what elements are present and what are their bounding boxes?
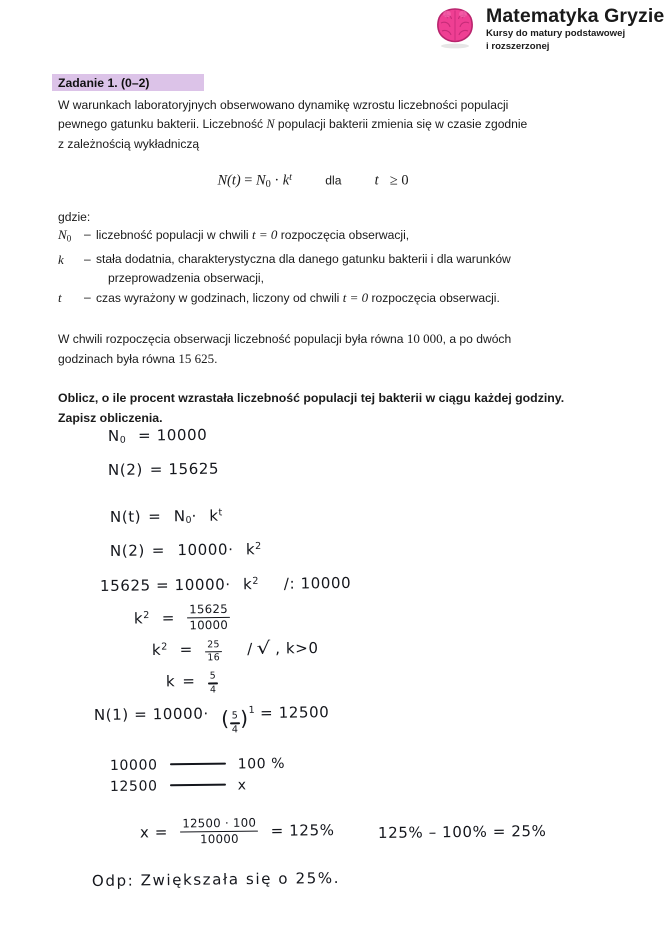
definition-symbol-n0: $N_0$ [58,227,72,245]
formula-rhs-k: k [282,172,290,189]
formula-rhs-base: N [255,172,266,189]
task-instruction-line2: Zapisz obliczenia. [58,410,163,425]
task-intro-line1: W warunkach laboratoryjnych obserwowano dynamikę wzrostu liczebności populacji [58,98,509,112]
exponential-formula [58,172,628,190]
formula-cond-var: t [374,172,379,189]
definition-list [58,225,628,309]
task-values-line2 [58,349,628,369]
handwritten-n1-computation: N(1) = 10000· ( $\frac{5}{4}$ )$^1$ = 12500 [93,703,330,735]
task-instruction [58,389,628,428]
parenthesised-fraction: ( $\frac{5}{4}$ ) [221,706,249,735]
definition-dash-t: – [84,290,91,305]
definition-symbol-t: t [58,290,62,306]
task-values-line1-a: W chwili rozpoczęcia obserwacji liczebność populacji była równa [58,331,404,346]
definition-dash-k: – [84,251,91,266]
definition-math-t: t = 0 [342,290,369,306]
handwritten-k-squared-fraction: $k^2$ = $\frac{15625}{10000}$ [133,601,229,633]
definition-dash-n0: – [84,227,91,242]
formula-cond-rel: ≥ 0 [389,172,409,189]
task-header-band [52,74,204,91]
definition-item-t [58,288,628,308]
handwritten-answer: Odp: Zwiększała się o 25%. [91,868,341,890]
formula-dla-label: dla [325,173,342,188]
task-intro [58,96,628,154]
brand-text [486,4,664,54]
formula-equals: = [244,172,253,189]
task-values-line2-b: . [214,351,218,366]
definition-math-n0: t = 0 [251,227,278,243]
brand-header [432,4,664,60]
handwritten-equation-divide: $15625 = 10000\cdot k^2$ /: 10000 [99,573,352,595]
task-intro-line2-a: pewnego gatunku bakterii. Liczebność [58,117,264,132]
value-initial-population: 10 000 [406,330,443,346]
definition-text-n0: liczebność populacji w chwili t = 0 rozpoczęcia obserwacji, [96,227,410,243]
formula-rhs-exp: t [289,171,293,183]
fraction-25-over-16: $\frac{25}{16}$ [207,638,221,664]
definition-symbol-k: k [58,251,64,267]
proportion-dash-1 [170,763,226,765]
definition-item-k [58,250,628,269]
fraction-5-over-4: $\frac{5}{4}$ [209,670,217,696]
definition-item-n0 [58,225,628,250]
task-intro-line3: z zależnością wykładniczą [58,136,200,151]
task-values [58,329,628,370]
value-final-population: 15 625 [178,350,215,366]
definition-text-k: stała dodatnia, charakterystyczna dla danego gatunku bakterii i dla warunków [96,251,511,266]
task-intro-line2 [58,115,628,134]
formula-dot: · [274,172,280,189]
where-label: gdzie: [58,210,91,225]
formula-rhs-sub: 0 [265,179,271,191]
handwritten-k-value: k = $\frac{5}{4}$ [166,671,218,696]
square-root-icon: √ [256,638,272,659]
brand-tagline [486,28,664,54]
handwritten-k-squared-simplified: $k^2$ = $\frac{25}{16}$ / √ , k>0 [151,638,319,664]
brand-title: Matematyka Gryzie [486,5,664,27]
handwritten-proportion-row-2: 12500 x [109,777,247,795]
task-header-label: Zadanie 1. (0–2) [58,75,150,90]
fraction-final: $\frac{12500 \cdot 100}{10000}$ [180,817,258,847]
handwritten-proportion-row-1: 10000 100 % [109,755,286,774]
task-intro-line2-b: populacji bakterii zmienia się w czasie zgodnie [277,117,528,132]
handwritten-given-n0: N0 = 10000 [107,425,208,446]
task-values-line1-b: , a po dwóch [442,331,512,346]
exam-sheet [58,96,628,428]
brand-tagline-line2: i rozszerzonej [486,41,550,53]
symbol-n: N [266,117,275,132]
brand-tagline-line1: Kursy do matury podstawowej [486,28,626,40]
task-instruction-line1: Oblicz, o ile procent wzrastała liczebność populacji tej bakterii w ciągu każdej godziny. [58,391,565,406]
proportion-dash-2 [170,784,226,786]
fraction-15625-over-10000: $\frac{15625}{10000}$ [189,601,229,633]
handwritten-model-equation: $N(t) = N0\cdot k^t$ [109,506,223,526]
formula-lhs: N(t) [217,172,241,189]
task-values-line1 [58,329,628,349]
handwritten-given-n2: N(2) = 15625 [107,459,220,479]
handwritten-substitution: $N(2) = 10000\cdot k^2$ [109,540,262,560]
definition-text-k-continuation: przeprowadzenia obserwacji, [108,271,264,286]
task-values-line2-a: godzinach była równa [58,351,175,366]
brain-icon [432,5,478,51]
definition-text-t: czas wyrażony w godzinach, liczony od chwili t = 0 rozpoczęcia obserwacji. [96,290,500,306]
handwritten-percent-difference: 125% – 100% = 25% [377,821,547,842]
handwritten-final-calculation: x = $\frac{12500 \cdot 100}{10000}$ = 125% [139,815,335,847]
